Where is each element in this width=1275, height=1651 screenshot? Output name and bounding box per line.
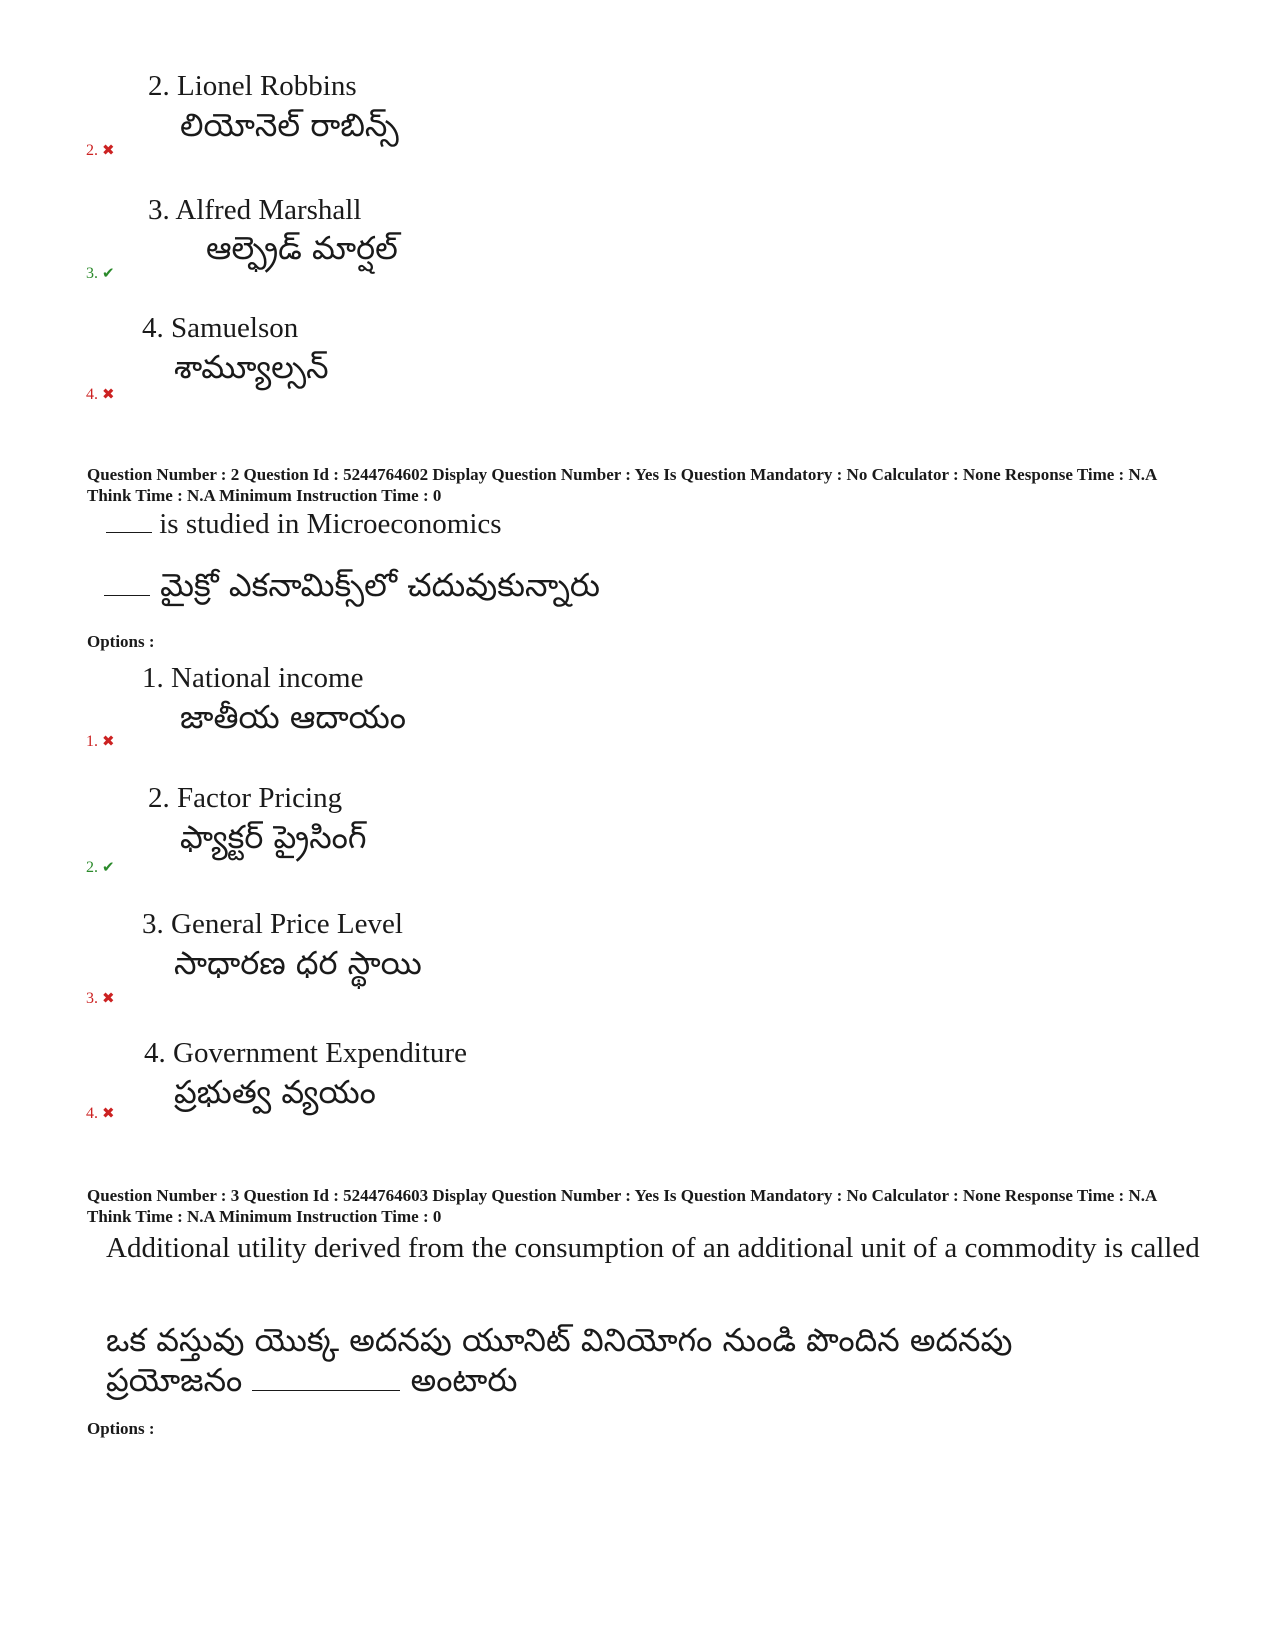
q2-option-1-telugu: జాతీయ ఆదాయం: [180, 698, 407, 736]
q3-question-telugu-line2: [106, 1360, 1206, 1400]
q3-question-english: Additional utility derived from the consumption of an additional unit of a commodity is called: [106, 1232, 1200, 1264]
q1-option-2-telugu: లియోనెల్ రాబిన్స్: [180, 106, 399, 144]
q1-option-3-marker: [86, 264, 115, 283]
q1-option-4-english: 4. Samuelson: [142, 312, 299, 344]
option-number: 3.: [86, 990, 98, 1007]
wrong-cross-icon: ✖: [102, 143, 115, 159]
q2-option-1-english: 1. National income: [142, 662, 364, 694]
q2-question-english-text: is studied in Microeconomics: [159, 508, 502, 540]
wrong-cross-icon: ✖: [102, 991, 115, 1007]
q1-option-4-marker: [86, 385, 115, 404]
answer-blank: [106, 532, 152, 533]
answer-blank: [252, 1390, 400, 1391]
option-number: 4.: [86, 386, 98, 403]
q2-option-2-telugu: ఫ్యాక్టర్ ప్రైసింగ్: [180, 818, 367, 856]
q3-meta-info: Question Number : 3 Question Id : 5244764603 Display Question Number : Yes Is Question Mandatory : No Calculator : None Response Time : N.A Think Time : N.A Minimum Instruction Time : 0: [87, 1186, 1157, 1226]
correct-check-icon: ✔: [102, 266, 115, 282]
option-number: 2.: [86, 859, 98, 876]
q2-option-3-telugu: సాధారణ ధర స్థాయి: [174, 944, 422, 982]
wrong-cross-icon: ✖: [102, 734, 115, 750]
q2-option-4-telugu: ప్రభుత్వ వ్యయం: [174, 1073, 376, 1111]
wrong-cross-icon: ✖: [102, 1106, 115, 1122]
correct-check-icon: ✔: [102, 860, 115, 876]
option-number: 3.: [86, 265, 98, 282]
q3-question-telugu-part-b: అంటారు: [410, 1361, 518, 1399]
q1-option-3-english: 3. Alfred Marshall: [148, 194, 362, 226]
q3-question-telugu-line1: ఒక వస్తువు యొక్క అదనపు యూనిట్ వినియోగం నుండి పొందిన అదనపు: [106, 1321, 1013, 1359]
q3-question-telugu-part-a: ప్రయోజనం: [106, 1361, 243, 1399]
q1-option-3-telugu: ఆల్ఫ్రెడ్ మార్షల్: [206, 229, 398, 267]
q2-question-telugu-text: మైక్రో ఎకనామిక్స్‌లో చదువుకున్నారు: [160, 566, 600, 604]
q1-option-2-english: 2. Lionel Robbins: [148, 70, 357, 102]
q2-option-2-marker: [86, 858, 115, 877]
q2-option-1-marker: [86, 732, 115, 751]
q2-options-label: Options :: [87, 632, 155, 651]
q2-option-3-marker: [86, 989, 115, 1008]
q2-question-telugu: [104, 566, 600, 612]
q3-question-telugu: [106, 1320, 1206, 1400]
answer-blank: [104, 595, 150, 596]
option-number: 4.: [86, 1105, 98, 1122]
wrong-cross-icon: ✖: [102, 387, 115, 403]
option-number: 2.: [86, 142, 98, 159]
q1-option-2-marker: [86, 141, 115, 160]
q2-option-3-english: 3. General Price Level: [142, 908, 403, 940]
q2-question-english: [106, 508, 502, 541]
option-number: 1.: [86, 733, 98, 750]
q2-meta-info: Question Number : 2 Question Id : 5244764602 Display Question Number : Yes Is Question Mandatory : No Calculator : None Response Time : N.A Think Time : N.A Minimum Instruction Time : 0: [87, 465, 1157, 505]
q3-options-label: Options :: [87, 1419, 155, 1438]
q2-option-4-english: 4. Government Expenditure: [144, 1037, 467, 1069]
q2-option-2-english: 2. Factor Pricing: [148, 782, 343, 814]
q1-option-4-telugu: శామ్యూల్సన్: [174, 348, 329, 386]
q2-option-4-marker: [86, 1104, 115, 1123]
